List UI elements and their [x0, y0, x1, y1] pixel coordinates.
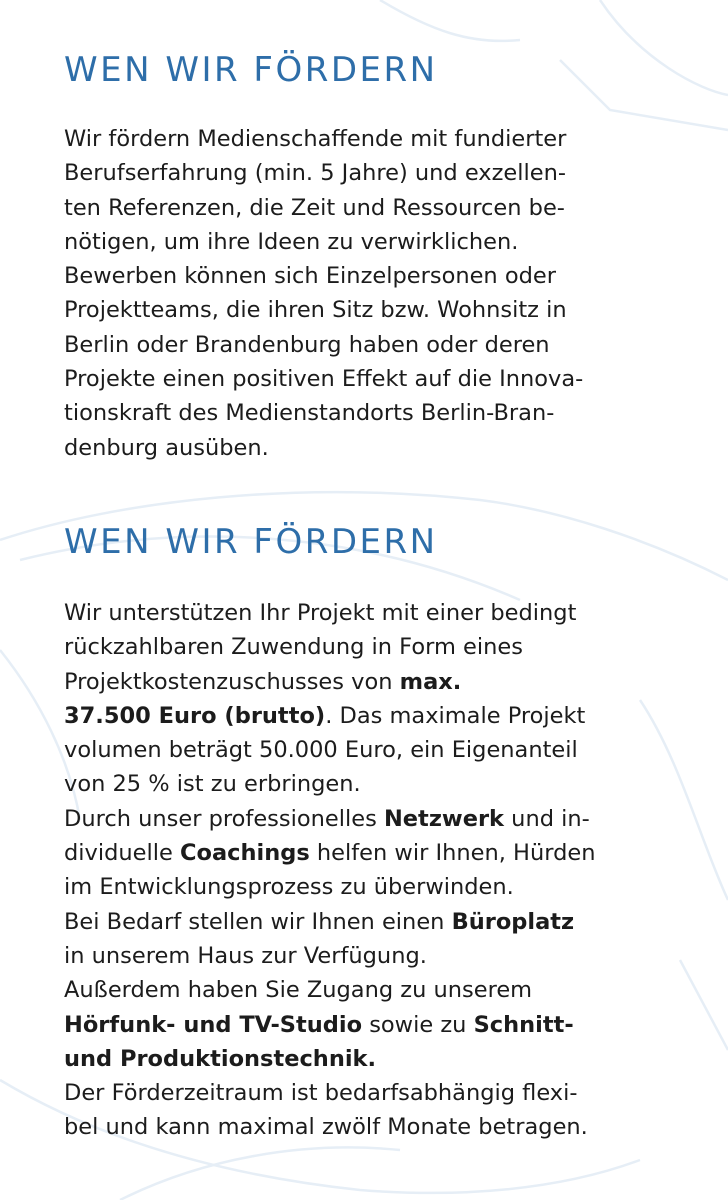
- text-segment: und in-: [504, 805, 590, 832]
- text-line: in unserem Haus zur Verfügung.: [64, 942, 427, 969]
- text-line: volumen beträgt 50.000 Euro, ein Eigenanteil: [64, 737, 578, 764]
- intro-paragraph: [64, 122, 583, 465]
- section-heading-2: WEN WIR FÖRDERN: [64, 522, 438, 562]
- bold-text: 37.500 Euro (brutto): [64, 702, 326, 729]
- text-line: und Produktionstechnik.: [64, 1045, 377, 1072]
- text-line: von 25 % ist zu erbringen.: [64, 771, 361, 798]
- text-segment: . Das maximale Projekt: [325, 702, 586, 729]
- bold-text: Netzwerk: [383, 805, 505, 832]
- text-line: [64, 802, 595, 836]
- text-line: [64, 699, 595, 733]
- text-line: Bewerben können sich Einzelpersonen oder: [64, 263, 556, 290]
- text-line: Berufserfahrung (min. 5 Jahre) und exzellen-: [64, 160, 566, 187]
- bold-text: Büroplatz: [451, 908, 575, 935]
- bold-text: Coachings: [179, 840, 310, 867]
- bold-text: max.: [399, 668, 462, 695]
- text-line: Wir fördern Medienschaffende mit fundierter: [64, 126, 567, 152]
- text-line: tionskraft des Medienstandorts Berlin-Bran-: [64, 400, 555, 427]
- text-segment: Bei Bedarf stellen wir Ihnen einen: [64, 908, 452, 935]
- text-line: [64, 665, 595, 699]
- text-line: [64, 836, 595, 870]
- text-line: rückzahlbaren Zuwendung in Form eines: [64, 634, 523, 661]
- text-line: Der Förderzeitraum ist bedarfsabhängig flexi-: [64, 1080, 578, 1107]
- section-heading: WEN WIR FÖRDERN: [64, 50, 438, 90]
- text-line: Projekte einen positiven Effekt auf die Innova-: [64, 366, 584, 393]
- text-segment: dividuelle: [64, 840, 180, 867]
- text-line: [64, 1008, 595, 1042]
- text-line: Berlin oder Brandenburg haben oder deren: [64, 331, 550, 358]
- bold-text: Schnitt-: [473, 1011, 574, 1038]
- text-segment: Projektkostenzuschusses von: [64, 668, 400, 695]
- text-segment: helfen wir Ihnen, Hürden: [309, 840, 596, 867]
- text-line: nötigen, um ihre Ideen zu verwirklichen.: [64, 228, 519, 255]
- text-line: [64, 905, 595, 939]
- text-line: bel und kann maximal zwölf Monate betragen.: [64, 1114, 588, 1141]
- text-segment: Durch unser professionelles: [64, 805, 384, 832]
- text-segment: sowie zu: [362, 1011, 474, 1038]
- bold-text: Hörfunk- und TV-Studio: [64, 1011, 363, 1038]
- text-line: im Entwicklungsprozess zu überwinden.: [64, 874, 514, 901]
- text-line: denburg ausüben.: [64, 434, 269, 461]
- text-line: Wir unterstützen Ihr Projekt mit einer bedingt: [64, 600, 577, 626]
- text-line: Außerdem haben Sie Zugang zu unserem: [64, 977, 533, 1004]
- text-line: Projektteams, die ihren Sitz bzw. Wohnsitz in: [64, 297, 567, 324]
- support-paragraph: [64, 596, 595, 1145]
- text-line: ten Referenzen, die Zeit und Ressourcen be-: [64, 194, 565, 221]
